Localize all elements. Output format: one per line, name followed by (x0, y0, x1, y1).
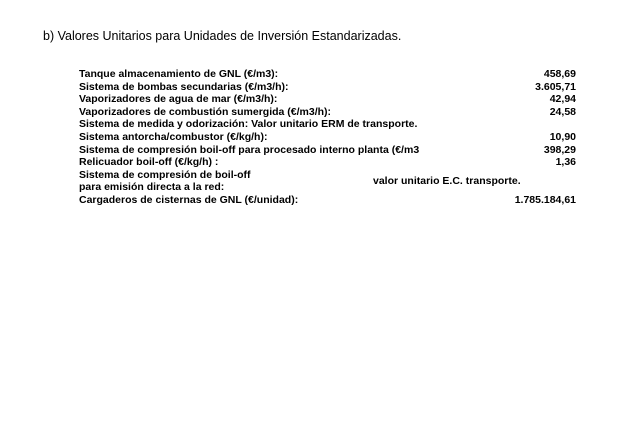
item-label: Sistema antorcha/combustor (€/kg/h): (79, 130, 268, 143)
item-label: Sistema de medida y odorización: Valor unitario ERM de transporte. (79, 118, 418, 131)
item-value: 1,36 (555, 156, 576, 169)
item-value: 458,69 (543, 68, 576, 80)
list-item (79, 131, 576, 144)
item-value: 42,94 (549, 93, 576, 106)
list-item (79, 93, 576, 106)
item-label: Vaporizadores de combustión sumergida (€/m3/h): (79, 105, 332, 118)
list-item (79, 68, 576, 81)
item-note: valor unitario E.C. transporte. (373, 175, 521, 188)
list-item (79, 81, 576, 94)
item-label: Vaporizadores de agua de mar (€/m3/h): (79, 93, 278, 106)
item-value: 3.605,71 (535, 80, 576, 93)
item-label: Sistema de bombas secundarias (€/m3/h): (79, 80, 289, 93)
section-heading: b) Valores Unitarios para Unidades de Inversión Estandarizadas. (43, 29, 402, 43)
item-label: Cargaderos de cisternas de GNL (€/unidad): (79, 193, 299, 206)
list-item (79, 156, 576, 169)
item-label: Sistema de compresión boil-off para procesado interno planta (€/m3 (79, 143, 420, 156)
list-item (79, 194, 576, 207)
item-label: Tanque almacenamiento de GNL (€/m3): (79, 68, 279, 80)
list-item (79, 144, 576, 157)
item-value: 398,29 (543, 143, 576, 156)
unit-values-list (79, 68, 576, 207)
list-item (79, 118, 576, 131)
item-value: 1.785.184,61 (514, 193, 576, 206)
item-value: 10,90 (549, 130, 576, 143)
item-label: Relicuador boil-off (€/kg/h) : (79, 156, 219, 169)
list-item (79, 106, 576, 119)
item-label-line2: para emisión directa a la red: (79, 181, 225, 194)
item-label-line1: Sistema de compresión de boil-off (79, 168, 251, 181)
item-value: 24,58 (549, 105, 576, 118)
list-item-multiline (79, 169, 576, 194)
